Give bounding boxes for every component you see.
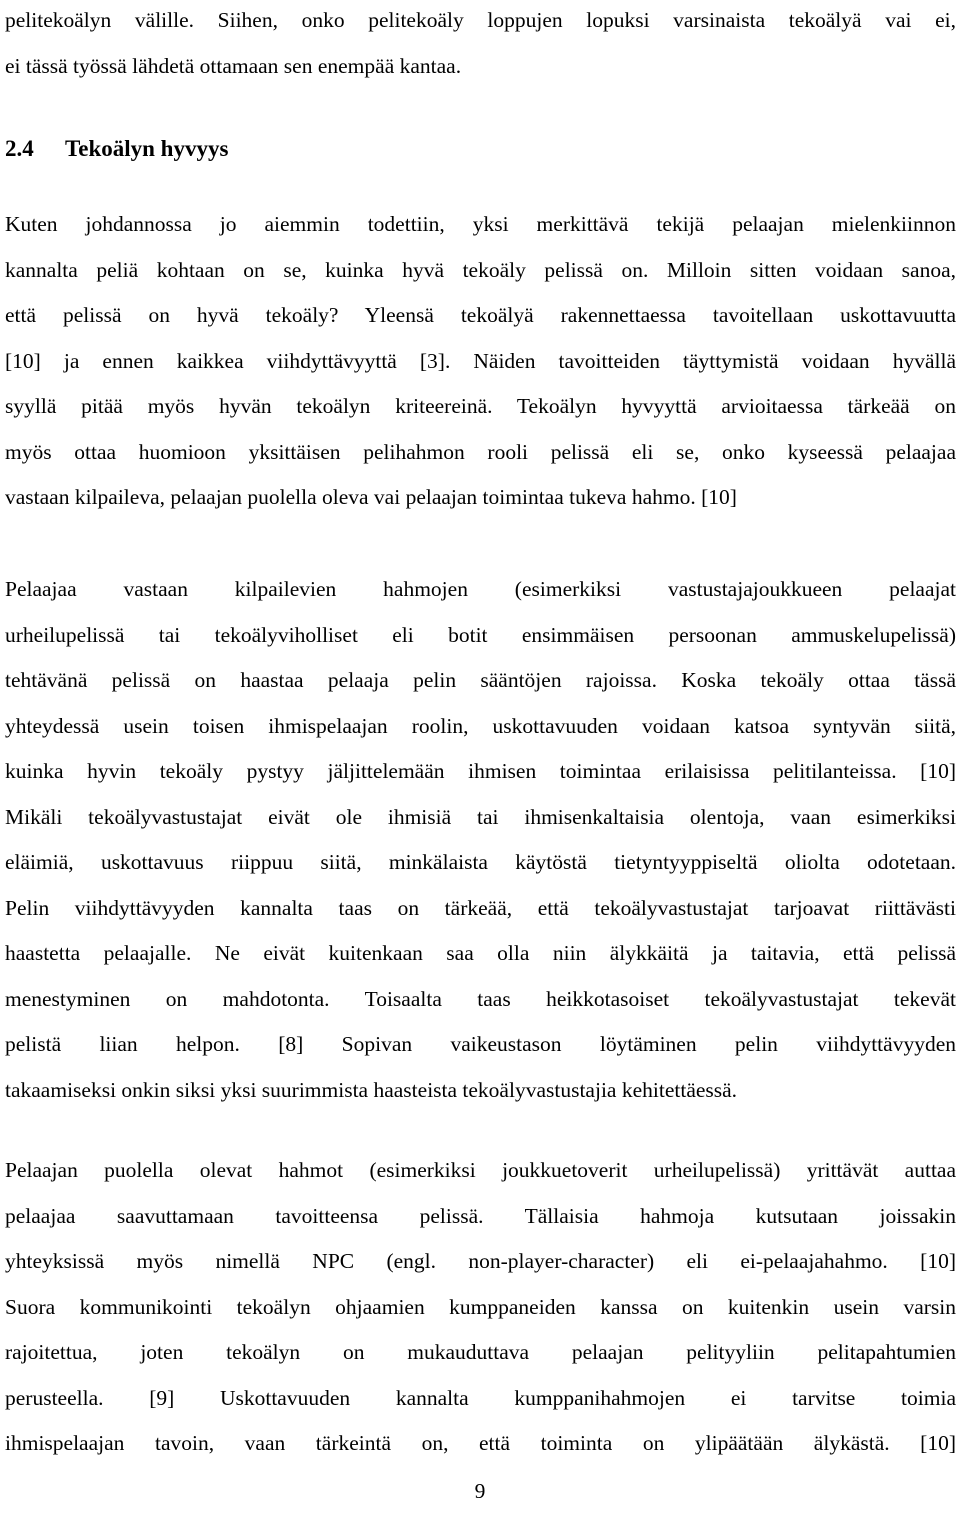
text-line: kuinka hyvin tekoäly pystyy jäljittelemään ihmisen toimintaa erilaisissa pelitilanteissa. [10] [5,759,956,783]
text-line: Mikäli tekoälyvastustajat eivät ole ihmisiä tai ihmisenkaltaisia olentoja, vaan esimerkiksi [5,804,956,829]
text-line: menestyminen on mahdotonta. Toisaalta taas heikkotasoiset tekoälyvastustajat tekevät [5,986,956,1011]
text-line: vastaan kilpaileva, pelaajan puolella oleva vai pelaajan toimintaa tukeva hahmo. [10] [5,485,737,509]
page-number: 9 [474,1479,486,1503]
text-line: haastetta pelaajalle. Ne eivät kuitenkaan saa olla niin älykkäitä ja taitavia, että pelissä [5,941,956,965]
text-line: kannalta peliä kohtaan on se, kuinka hyvä tekoäly pelissä on. Milloin sitten voidaan sanoa, [5,257,956,282]
text-line: rajoitettua, joten tekoälyn on mukauduttava pelaajan pelityyliin pelitapahtumien [5,1340,956,1364]
text-line: Pelaajaa vastaan kilpailevien hahmojen (esimerkiksi vastustajajoukkueen pelaajat [5,577,956,601]
text-line: myös ottaa huomioon yksittäisen pelihahmon rooli pelissä eli se, onko kyseessä pelaajaa [5,439,956,464]
text-line: ihmispelaajan tavoin, vaan tärkeintä on, että toiminta on ylipäätään älykästä. [10] [5,1431,956,1455]
text-line: Suora kommunikointi tekoälyn ohjaamien kumppaneiden kanssa on kuitenkin usein varsin [5,1294,956,1319]
section-number: 2.4 [5,136,34,161]
section-heading [5,126,228,171]
paragraph-3 [5,1148,956,1467]
text-line: ei tässä työssä lähdetä ottamaan sen enempää kantaa. [5,53,462,78]
paragraph-2 [5,567,956,1113]
text-line: urheilupelissä tai tekoälyviholliset eli botit ensimmäisen persoonan ammuskelupelissä) [5,622,956,647]
text-line: tehtävänä pelissä on haastaa pelaaja pelin sääntöjen rajoissa. Koska tekoäly ottaa tässä [5,668,956,692]
text-line: eläimiä, uskottavuus riippuu siitä, minkälaista käytöstä tietyntyyppiseltä oliolta odotetaan. [5,850,956,874]
text-line: syyllä pitää myös hyvän tekoälyn kriteereinä. Tekoälyn hyvyyttä arvioitaessa tärkeää on [5,394,956,418]
text-line: pelistä liian helpon. [8] Sopivan vaikeustason löytäminen pelin viihdyttävyyden [5,1032,956,1056]
text-line: pelaajaa saavuttamaan tavoitteensa pelissä. Tällaisia hahmoja kutsutaan joissakin [5,1203,956,1228]
paragraph-1 [5,202,956,521]
text-line: yhteydessä usein toisen ihmispelaajan roolin, uskottavuuden voidaan katsoa syntyvän siitä, [5,713,956,738]
section-title: Tekoälyn hyvyys [65,136,229,161]
text-line: perusteella. [9] Uskottavuuden kannalta kumppanihahmojen ei tarvitse toimia [5,1385,956,1410]
text-line: takaamiseksi onkin siksi yksi suurimmista haasteista tekoälyvastustajia kehitettäessä. [5,1077,738,1102]
text-line: Pelin viihdyttävyyden kannalta taas on tärkeää, että tekoälyvastustajat tarjoavat riittävästi [5,895,956,920]
text-line: Pelaajan puolella olevat hahmot (esimerkiksi joukkuetoverit urheilupelissä) yrittävät auttaa [5,1158,956,1182]
text-line: [10] ja ennen kaikkea viihdyttävyyttä [3]. Näiden tavoitteiden täyttymistä voidaan hyvällä [5,348,956,373]
text-line: että pelissä on hyvä tekoäly? Yleensä tekoälyä rakennettaessa tavoitellaan uskottavuutta [5,303,956,327]
text-line: pelitekoälyn välille. Siihen, onko pelitekoäly loppujen lopuksi varsinaista tekoälyä vai ei, [5,8,956,32]
intro-paragraph [5,0,956,89]
text-line: yhteyksissä myös nimellä NPC (engl. non-player-character) eli ei-pelaajahahmo. [10] [5,1249,956,1273]
text-line: Kuten johdannossa jo aiemmin todettiin, yksi merkittävä tekijä pelaajan mielenkiinnon [5,212,956,236]
